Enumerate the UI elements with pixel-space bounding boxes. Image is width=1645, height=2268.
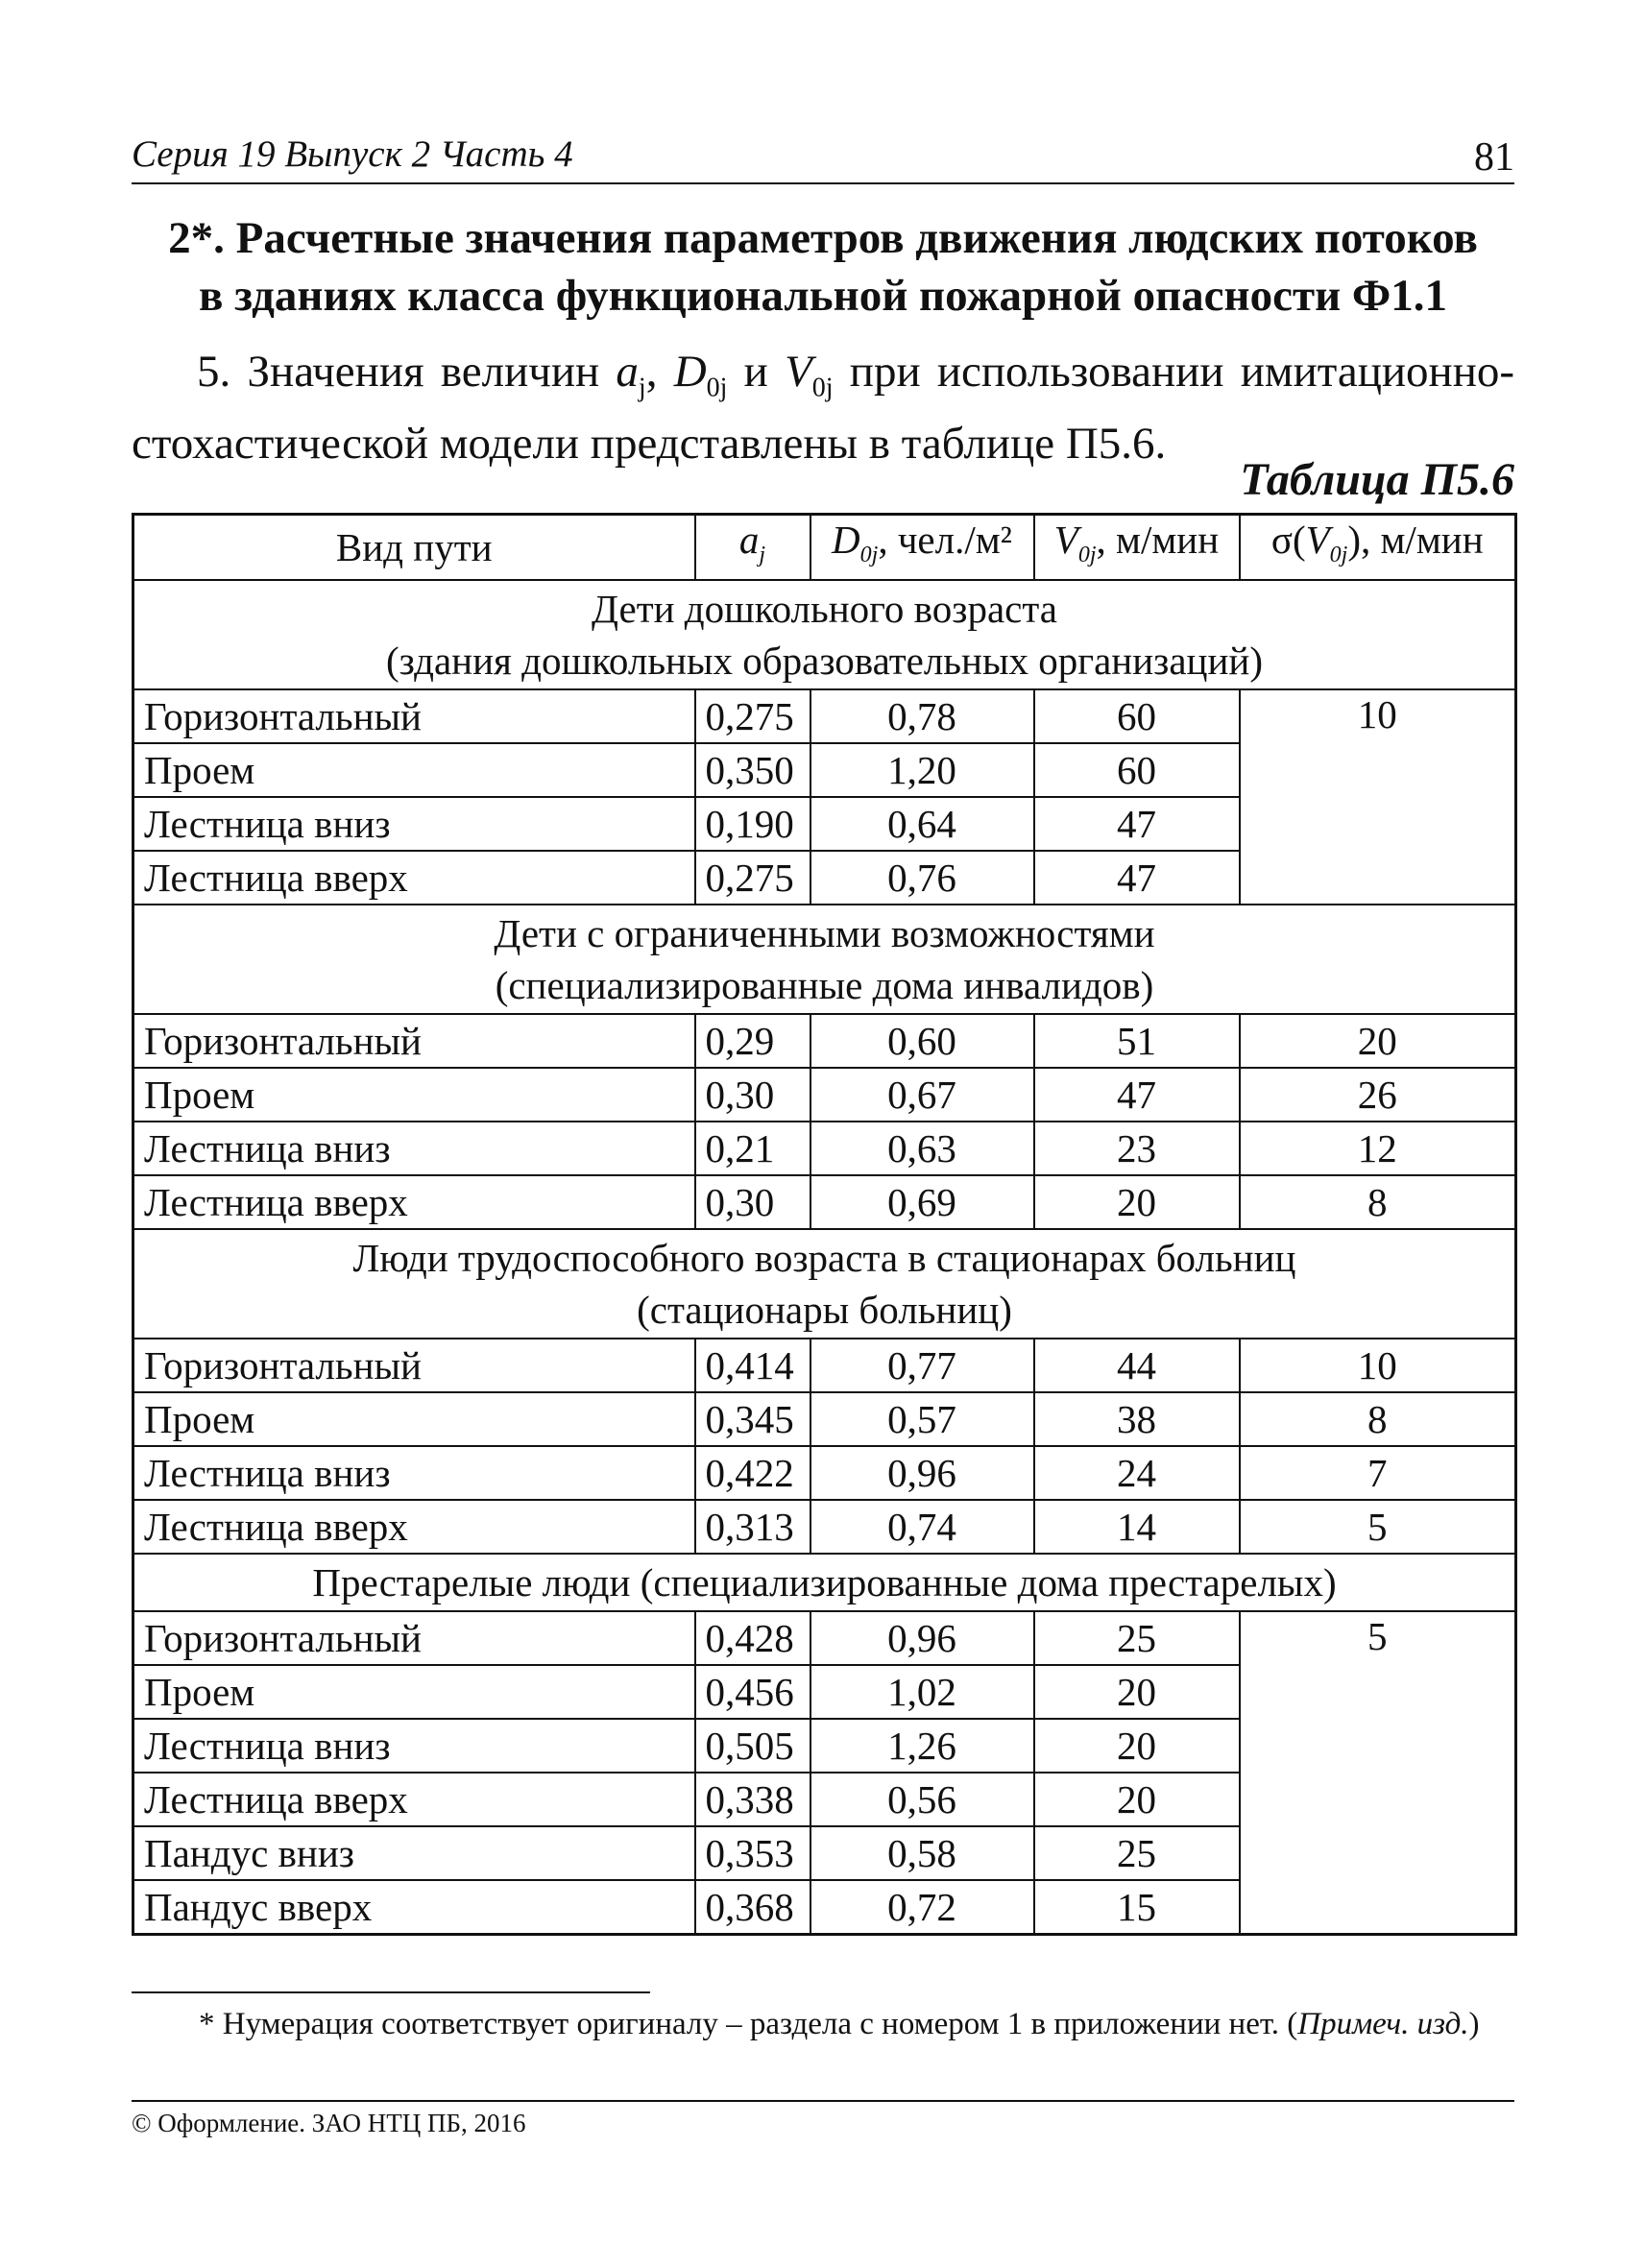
- page-number: 81: [1474, 135, 1514, 180]
- group-title-line-2: (специализированные дома инвалидов): [495, 963, 1154, 1008]
- header-a: $a_j$: [695, 515, 810, 581]
- cell-path: Лестница вниз: [133, 797, 695, 851]
- cell-density: 1,26: [810, 1719, 1034, 1773]
- symbol-a: a: [616, 347, 639, 397]
- table-row: [133, 689, 1516, 743]
- cell-density: 0,58: [810, 1826, 1034, 1880]
- group-title-line-1: Престарелые люди (специализированные дома престарелых): [312, 1560, 1337, 1605]
- symbol-v: V: [785, 347, 812, 397]
- table-row: [133, 1122, 1516, 1175]
- cell-sigma: 20: [1240, 1014, 1516, 1068]
- group-title-line-2: (здания дошкольных образовательных организаций): [385, 639, 1264, 684]
- copyright: © Оформление. ЗАО НТЦ ПБ, 2016: [132, 2109, 526, 2137]
- cell-speed: 14: [1034, 1500, 1240, 1554]
- cell-speed: 20: [1034, 1719, 1240, 1773]
- table-body: [133, 580, 1516, 1935]
- cell-speed: 47: [1034, 851, 1240, 905]
- table-row: [133, 1339, 1516, 1392]
- cell-a: 0,338: [695, 1773, 810, 1826]
- footnote-text: * Нумерация соответствует оригиналу – раздела с номером 1 в приложении нет. (: [199, 2007, 1298, 2041]
- cell-sigma-merged: 10: [1240, 689, 1516, 905]
- cell-a: 0,456: [695, 1665, 810, 1719]
- cell-path: Лестница вниз: [133, 1446, 695, 1500]
- cell-path: Горизонтальный: [133, 1611, 695, 1665]
- para-and: и: [727, 347, 786, 397]
- cell-speed: 44: [1034, 1339, 1240, 1392]
- cell-speed: 25: [1034, 1611, 1240, 1665]
- cell-speed: 20: [1034, 1773, 1240, 1826]
- cell-density: 0,72: [810, 1880, 1034, 1935]
- group-title: [133, 1229, 1516, 1339]
- cell-a: 0,505: [695, 1719, 810, 1773]
- cell-density: 0,63: [810, 1122, 1034, 1175]
- cell-density: 1,02: [810, 1665, 1034, 1719]
- table-row: [133, 1392, 1516, 1446]
- cell-path: Лестница вверх: [133, 851, 695, 905]
- cell-a: 0,30: [695, 1175, 810, 1229]
- symbol-d: D: [673, 347, 707, 397]
- cell-speed: 38: [1034, 1392, 1240, 1446]
- cell-a: 0,345: [695, 1392, 810, 1446]
- cell-path: Лестница вверх: [133, 1773, 695, 1826]
- footnote-note: Примеч. изд.: [1297, 2007, 1469, 2041]
- group-header-row: [133, 1229, 1516, 1339]
- symbol-a-sub: j: [638, 373, 646, 403]
- cell-path: Проем: [133, 1665, 695, 1719]
- cell-a: 0,275: [695, 689, 810, 743]
- heading-line-1: 2*. Расчетные значения параметров движения людских потоков: [168, 213, 1478, 263]
- table-row: [133, 1014, 1516, 1068]
- cell-density: 0,76: [810, 851, 1034, 905]
- parameters-table: [132, 513, 1517, 1936]
- header-path: Вид пути: [133, 515, 695, 581]
- cell-density: 0,56: [810, 1773, 1034, 1826]
- symbol-d-sub: 0j: [706, 373, 728, 403]
- table-header-row: [133, 515, 1516, 581]
- cell-density: 0,74: [810, 1500, 1034, 1554]
- cell-density: 0,96: [810, 1446, 1034, 1500]
- cell-speed: 23: [1034, 1122, 1240, 1175]
- cell-a: 0,275: [695, 851, 810, 905]
- cell-path: Проем: [133, 743, 695, 797]
- cell-path: Горизонтальный: [133, 1014, 695, 1068]
- group-title-line-1: Дети дошкольного возраста: [592, 587, 1057, 632]
- cell-speed: 24: [1034, 1446, 1240, 1500]
- table-row: [133, 1500, 1516, 1554]
- cell-sigma: 10: [1240, 1339, 1516, 1392]
- table-row: [133, 1611, 1516, 1665]
- cell-density: 0,96: [810, 1611, 1034, 1665]
- header-sigma: $\sigma(V_{0j})$, м/мин: [1240, 515, 1516, 581]
- cell-path: Лестница вниз: [133, 1719, 695, 1773]
- cell-a: 0,353: [695, 1826, 810, 1880]
- copyright-rule: [132, 2100, 1514, 2102]
- cell-path: Пандус вверх: [133, 1880, 695, 1935]
- header-density: $D_{0j}$, чел./м²: [810, 515, 1034, 581]
- cell-speed: 47: [1034, 1068, 1240, 1122]
- group-title-line-1: Люди трудоспособного возраста в стационарах больниц: [352, 1236, 1296, 1281]
- cell-density: 0,77: [810, 1339, 1034, 1392]
- table-caption: Таблица П5.6: [1240, 454, 1514, 505]
- group-title-line-2: (стационары больниц): [637, 1288, 1012, 1333]
- para-prefix: 5. Значения величин: [197, 347, 617, 397]
- running-header: [132, 133, 1514, 184]
- table-row: [133, 1175, 1516, 1229]
- cell-a: 0,29: [695, 1014, 810, 1068]
- cell-density: 0,64: [810, 797, 1034, 851]
- cell-a: 0,414: [695, 1339, 810, 1392]
- cell-a: 0,30: [695, 1068, 810, 1122]
- para-rest: при использовании имитационно-стохастической модели представлены в таблице П5.6.: [132, 347, 1514, 470]
- cell-path: Лестница вверх: [133, 1175, 695, 1229]
- group-title: [133, 580, 1516, 689]
- cell-speed: 15: [1034, 1880, 1240, 1935]
- header-speed: $V_{0j}$, м/мин: [1034, 515, 1240, 581]
- cell-a: 0,190: [695, 797, 810, 851]
- cell-a: 0,350: [695, 743, 810, 797]
- table-row: [133, 1446, 1516, 1500]
- group-header-row: [133, 905, 1516, 1014]
- cell-path: Проем: [133, 1068, 695, 1122]
- cell-path: Лестница вверх: [133, 1500, 695, 1554]
- cell-sigma: 7: [1240, 1446, 1516, 1500]
- group-header-row: [133, 1554, 1516, 1611]
- group-title-line-1: Дети с ограниченными возможностями: [494, 911, 1155, 956]
- cell-speed: 20: [1034, 1665, 1240, 1719]
- cell-a: 0,422: [695, 1446, 810, 1500]
- cell-path: Пандус вниз: [133, 1826, 695, 1880]
- cell-path: Горизонтальный: [133, 1339, 695, 1392]
- group-header-row: [133, 580, 1516, 689]
- cell-density: 0,60: [810, 1014, 1034, 1068]
- cell-path: Проем: [133, 1392, 695, 1446]
- footnote-rule: [132, 1991, 650, 1993]
- cell-path: Лестница вниз: [133, 1122, 695, 1175]
- cell-a: 0,313: [695, 1500, 810, 1554]
- cell-path: Горизонтальный: [133, 689, 695, 743]
- symbol-v-sub: 0j: [811, 373, 834, 403]
- cell-density: 0,67: [810, 1068, 1034, 1122]
- group-title: [133, 905, 1516, 1014]
- cell-speed: 47: [1034, 797, 1240, 851]
- cell-speed: 25: [1034, 1826, 1240, 1880]
- section-heading: [132, 209, 1514, 325]
- cell-speed: 51: [1034, 1014, 1240, 1068]
- cell-sigma-merged: 5: [1240, 1611, 1516, 1935]
- group-title: [133, 1554, 1516, 1611]
- series-label: Серия 19 Выпуск 2 Часть 4: [132, 133, 573, 175]
- cell-speed: 60: [1034, 689, 1240, 743]
- cell-sigma: 12: [1240, 1122, 1516, 1175]
- cell-density: 1,20: [810, 743, 1034, 797]
- heading-line-2: в зданиях класса функциональной пожарной опасности Ф1.1: [198, 271, 1448, 321]
- cell-a: 0,428: [695, 1611, 810, 1665]
- cell-sigma: 26: [1240, 1068, 1516, 1122]
- cell-density: 0,69: [810, 1175, 1034, 1229]
- cell-a: 0,21: [695, 1122, 810, 1175]
- cell-density: 0,57: [810, 1392, 1034, 1446]
- footnote: [132, 2001, 1514, 2047]
- cell-speed: 20: [1034, 1175, 1240, 1229]
- cell-a: 0,368: [695, 1880, 810, 1935]
- para-sep: ,: [645, 347, 674, 397]
- cell-speed: 60: [1034, 743, 1240, 797]
- table-row: [133, 1068, 1516, 1122]
- cell-sigma: 5: [1240, 1500, 1516, 1554]
- cell-sigma: 8: [1240, 1392, 1516, 1446]
- cell-density: 0,78: [810, 689, 1034, 743]
- footnote-close: ): [1468, 2007, 1480, 2041]
- cell-sigma: 8: [1240, 1175, 1516, 1229]
